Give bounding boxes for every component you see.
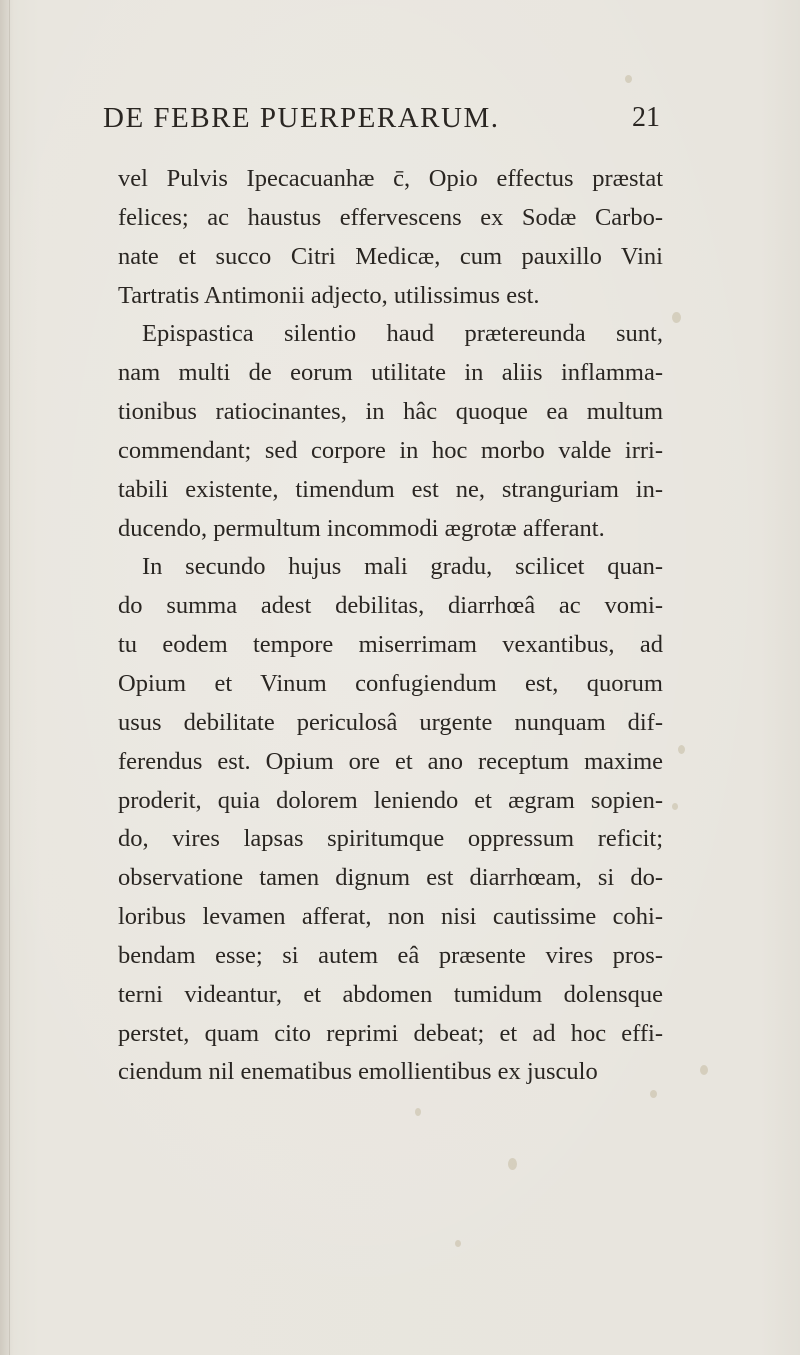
text-line: proderit, quia dolorem leniendo et ægram sopien- bbox=[118, 786, 663, 814]
text-line: do, vires lapsas spiritumque oppressum reficit; bbox=[118, 825, 663, 853]
foxing-spot bbox=[415, 1108, 421, 1116]
text-line: tabili existente, timendum est ne, stranguriam in- bbox=[118, 475, 663, 503]
text-line: ferendus est. Opium ore et ano receptum maxime bbox=[118, 747, 663, 775]
foxing-spot bbox=[672, 803, 678, 810]
foxing-spot bbox=[625, 75, 632, 83]
text-line: nate et succo Citri Medicæ, cum pauxillo Vini bbox=[118, 242, 663, 270]
text-line: terni videantur, et abdomen tumidum dolensque bbox=[118, 980, 663, 1008]
text-line: tu eodem tempore miserrimam vexantibus, ad bbox=[118, 631, 663, 659]
text-line: ducendo, permultum incommodi ægrotæ afferant. bbox=[118, 514, 605, 542]
text-line: nam multi de eorum utilitate in aliis inflamma- bbox=[118, 359, 663, 387]
paragraph-start-line: Epispastica silentio haud prætereunda sunt, bbox=[142, 320, 663, 348]
text-line: commendant; sed corpore in hoc morbo valde irri- bbox=[118, 436, 663, 464]
foxing-spot bbox=[508, 1158, 517, 1170]
running-title: DE FEBRE PUERPERARUM. bbox=[103, 102, 500, 134]
text-line: Tartratis Antimonii adjecto, utilissimus est. bbox=[118, 281, 540, 309]
text-line: usus debilitate periculosâ urgente nunquam dif- bbox=[118, 708, 663, 736]
text-line: ciendum nil enematibus emollientibus ex jusculo bbox=[118, 1058, 598, 1086]
foxing-spot bbox=[672, 312, 681, 323]
body-text bbox=[118, 160, 663, 1092]
foxing-spot bbox=[650, 1090, 657, 1098]
binding-edge bbox=[0, 0, 10, 1355]
text-line: observatione tamen dignum est diarrhœam, si do- bbox=[118, 864, 663, 892]
text-line: Opium et Vinum confugiendum est, quorum bbox=[118, 669, 663, 697]
text-line: perstet, quam cito reprimi debeat; et ad hoc effi- bbox=[118, 1019, 663, 1047]
foxing-spot bbox=[678, 745, 685, 754]
page-number: 21 bbox=[632, 102, 660, 133]
text-line: bendam esse; si autem eâ præsente vires pros- bbox=[118, 941, 663, 969]
text-line: vel Pulvis Ipecacuanhæ c̄, Opio effectus præstat bbox=[118, 165, 663, 192]
text-line: felices; ac haustus effervescens ex Sodæ Carbo- bbox=[118, 203, 663, 231]
text-line: loribus levamen afferat, non nisi cautissime cohi- bbox=[118, 903, 663, 931]
text-line: do summa adest debilitas, diarrhœâ ac vomi- bbox=[118, 592, 663, 620]
running-head bbox=[103, 98, 660, 138]
paragraph-start-line: In secundo hujus mali gradu, scilicet quan- bbox=[142, 553, 663, 581]
foxing-spot bbox=[700, 1065, 708, 1075]
text-line: tionibus ratiocinantes, in hâc quoque ea multum bbox=[118, 398, 663, 426]
foxing-spot bbox=[455, 1240, 461, 1247]
